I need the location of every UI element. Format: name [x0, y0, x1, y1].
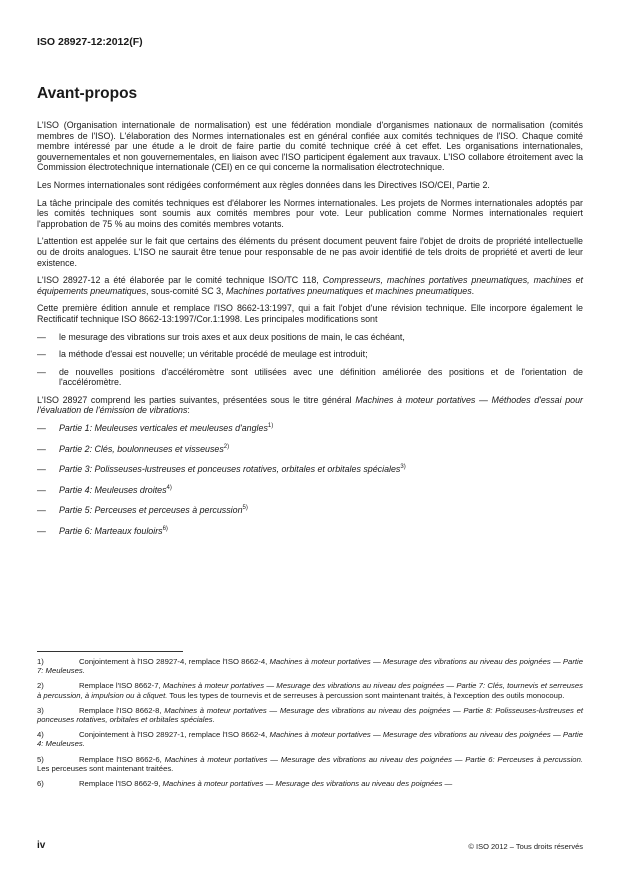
- footnote-title: Machines à moteur portatives — Mesurage des vibrations au niveau des poignées — Partie 4: Meuleuses.: [37, 730, 583, 749]
- footnote-text: Conjointement à l'ISO 28927-1, remplace l'ISO 8662-4,: [79, 730, 270, 740]
- footnote-text: Remplace l'ISO 8662-7,: [79, 681, 163, 691]
- dash-mark: —: [37, 331, 46, 342]
- paragraph-4: L'attention est appelée sur le fait que certains des éléments du présent document peuvent faire l'objet de droits de propriété intellectuelle ou de droits analogues. L'ISO ne saurait être tenue pour responsable de ne pas avoir identifié de tels droits de propriété et averti de leur existence.: [37, 236, 583, 268]
- p7-text-c: :: [187, 405, 190, 416]
- footnote: [37, 706, 583, 724]
- footnotes: [37, 657, 583, 794]
- p7-text-a: L'ISO 28927 comprend les parties suivantes, présentées sous le titre général: [37, 394, 356, 405]
- part-text: Partie 2: Clés, boulonneuses et visseuses: [59, 443, 224, 454]
- modification-item: [37, 349, 583, 360]
- dash-mark: —: [37, 349, 46, 360]
- dash-mark: —: [37, 505, 46, 516]
- modification-text: la méthode d'essai est nouvelle; un véritable procédé de meulage est introduit;: [59, 349, 368, 360]
- paragraph-3: La tâche principale des comités techniques est d'élaborer les Normes internationales. Les projets de Normes internationales adoptés par les comités techniques sont soumis aux comités membres pour vote. Leur publication comme Normes internationales requiert l'approbation de 75 % au moins des comités membres votants.: [37, 197, 583, 229]
- paragraph-6: Cette première édition annule et remplace l'ISO 8662-13:1997, qui a fait l'objet d'une révision technique. Elle incorpore également le Rectificatif technique ISO 8662-13:1997/Cor.1:1998. Les principales modifications sont: [37, 303, 583, 324]
- footnote-number: 3): [37, 705, 44, 715]
- part-item: [37, 464, 583, 475]
- footnote-text: Remplace l'ISO 8662-9,: [79, 779, 163, 789]
- footnote-ref: 5): [242, 505, 248, 512]
- p5-committee-title: Compresseurs, machines portatives pneumatiques, machines et équipements pneumatiques: [37, 275, 583, 296]
- footnote-text: Conjointement à l'ISO 28927-4, remplace l'ISO 8662-4,: [79, 657, 270, 666]
- footnote-number: 6): [37, 779, 44, 789]
- footnote-ref: 2): [223, 443, 230, 450]
- footnote-number: 1): [37, 657, 44, 666]
- p7-general-title: Machines à moteur portatives — Méthodes d'essai pour l'évaluation de l'émission de vibrations: [37, 394, 583, 416]
- part-text: Partie 6: Marteaux fouloirs: [59, 526, 163, 537]
- foreword-body: [37, 120, 583, 547]
- footnote-ref: 1): [267, 423, 274, 430]
- dash-mark: —: [37, 443, 46, 454]
- footnote: [37, 681, 583, 699]
- part-text: Partie 4: Meuleuses droites: [59, 484, 167, 495]
- modification-item: [37, 332, 583, 343]
- modification-item: [37, 367, 583, 388]
- footnote: [37, 657, 583, 675]
- p5-subcommittee-title: Machines portatives pneumatiques et machines pneumatiques: [225, 285, 472, 296]
- paragraph-1: L'ISO (Organisation internationale de normalisation) est une fédération mondiale d'organismes nationaux de normalisation (comités membres de l'ISO). L'élaboration des Normes internationales est en général confiée aux comités techniques de l'ISO. Chaque comité membre intéressé par une étude a le droit de faire partie du comité technique créé à cet effet. Les organisations internationales, gouvernementales et non gouvernementales, en liaison avec l'ISO participent également aux travaux. L'ISO collabore étroitement avec la Commission électrotechnique internationale (CEI) en ce qui concerne la normalisation électrotechnique.: [37, 120, 583, 173]
- p5-text-c: , sous-comité SC 3,: [146, 285, 226, 296]
- footnote-text: Remplace l'ISO 8662-6,: [79, 754, 165, 764]
- footnote-number: 2): [37, 681, 44, 691]
- footnote-title: Machines à moteur portatives — Mesurage des vibrations au niveau des poignées — Partie 6: Perceuses à percussion.: [164, 754, 583, 764]
- footnote-ref: 3): [400, 464, 406, 471]
- footnote-number: 5): [37, 754, 44, 764]
- footnote-text: Remplace l'ISO 8662-8,: [79, 705, 165, 715]
- footnote-number: 4): [37, 730, 44, 740]
- footnote-title: Machines à moteur portatives — Mesurage des vibrations au niveau des poignées — Partie 8: Polisseuses-lustreuses et ponceuses rotatives, orbitales et orbitales spéciales.: [37, 705, 583, 725]
- paragraph-2: Les Normes internationales sont rédigées conformément aux règles données dans les Directives ISO/CEI, Partie 2.: [37, 179, 490, 190]
- dash-mark: —: [37, 464, 46, 475]
- dash-mark: —: [37, 423, 46, 434]
- footnote: [37, 779, 583, 788]
- modification-text: le mesurage des vibrations sur trois axes et aux deux positions de main, le cas échéant,: [59, 331, 405, 342]
- part-item: [37, 485, 583, 496]
- footnote-ref: 4): [166, 484, 172, 491]
- footnote-remark: Les perceuses sont maintenant traitées.: [37, 763, 174, 773]
- part-item: [37, 526, 583, 537]
- footnote-title: Machines à moteur portatives — Mesurage des vibrations au niveau des poignées —: [162, 779, 453, 789]
- page-number: iv: [37, 840, 46, 851]
- page-title: Avant-propos: [37, 85, 138, 102]
- part-item: [37, 505, 583, 516]
- part-item: [37, 444, 583, 455]
- dash-mark: —: [37, 366, 46, 377]
- footnote: [37, 755, 583, 773]
- footnote-title: Machines à moteur portatives — Mesurage des vibrations au niveau des poignées — Partie 7: Clés, tournevis et serreuses à percussion, à impulsion ou à cliquet.: [37, 681, 583, 700]
- modification-text: de nouvelles positions d'accéléromètre sont utilisées avec une définition améliorée des positions et de l'orientation de l'accéléromètre.: [59, 366, 583, 388]
- paragraph-5: [37, 275, 583, 296]
- paragraph-7: [37, 395, 583, 416]
- dash-mark: —: [37, 526, 46, 537]
- p5-text-a: L'ISO 28927-12 a été élaborée par le comité technique ISO/TC 118,: [37, 275, 323, 286]
- part-item: [37, 423, 583, 434]
- footnote-remark: Tous les types de tournevis et de serreuses à percussion sont maintenant traités, à l'exception des outils monocoup.: [167, 690, 565, 700]
- part-text: Partie 3: Polisseuses-lustreuses et ponceuses rotatives, orbitales et orbitales spéciales: [59, 464, 401, 475]
- dash-mark: —: [37, 484, 46, 495]
- document-header: ISO 28927-12:2012(F): [37, 36, 143, 48]
- footnote-title: Machines à moteur portatives — Mesurage des vibrations au niveau des poignées — Partie 7: Meuleuses.: [37, 657, 583, 676]
- part-text: Partie 1: Meuleuses verticales et meuleuses d'angles: [59, 423, 268, 434]
- footnote-ref: 6): [162, 526, 168, 533]
- footnote-separator: [37, 651, 183, 652]
- p5-text-e: .: [471, 285, 475, 296]
- parts-list: [37, 423, 583, 537]
- footnote: [37, 730, 583, 748]
- copyright-notice: © ISO 2012 – Tous droits réservés: [468, 842, 583, 851]
- part-text: Partie 5: Perceuses et perceuses à percussion: [59, 505, 243, 516]
